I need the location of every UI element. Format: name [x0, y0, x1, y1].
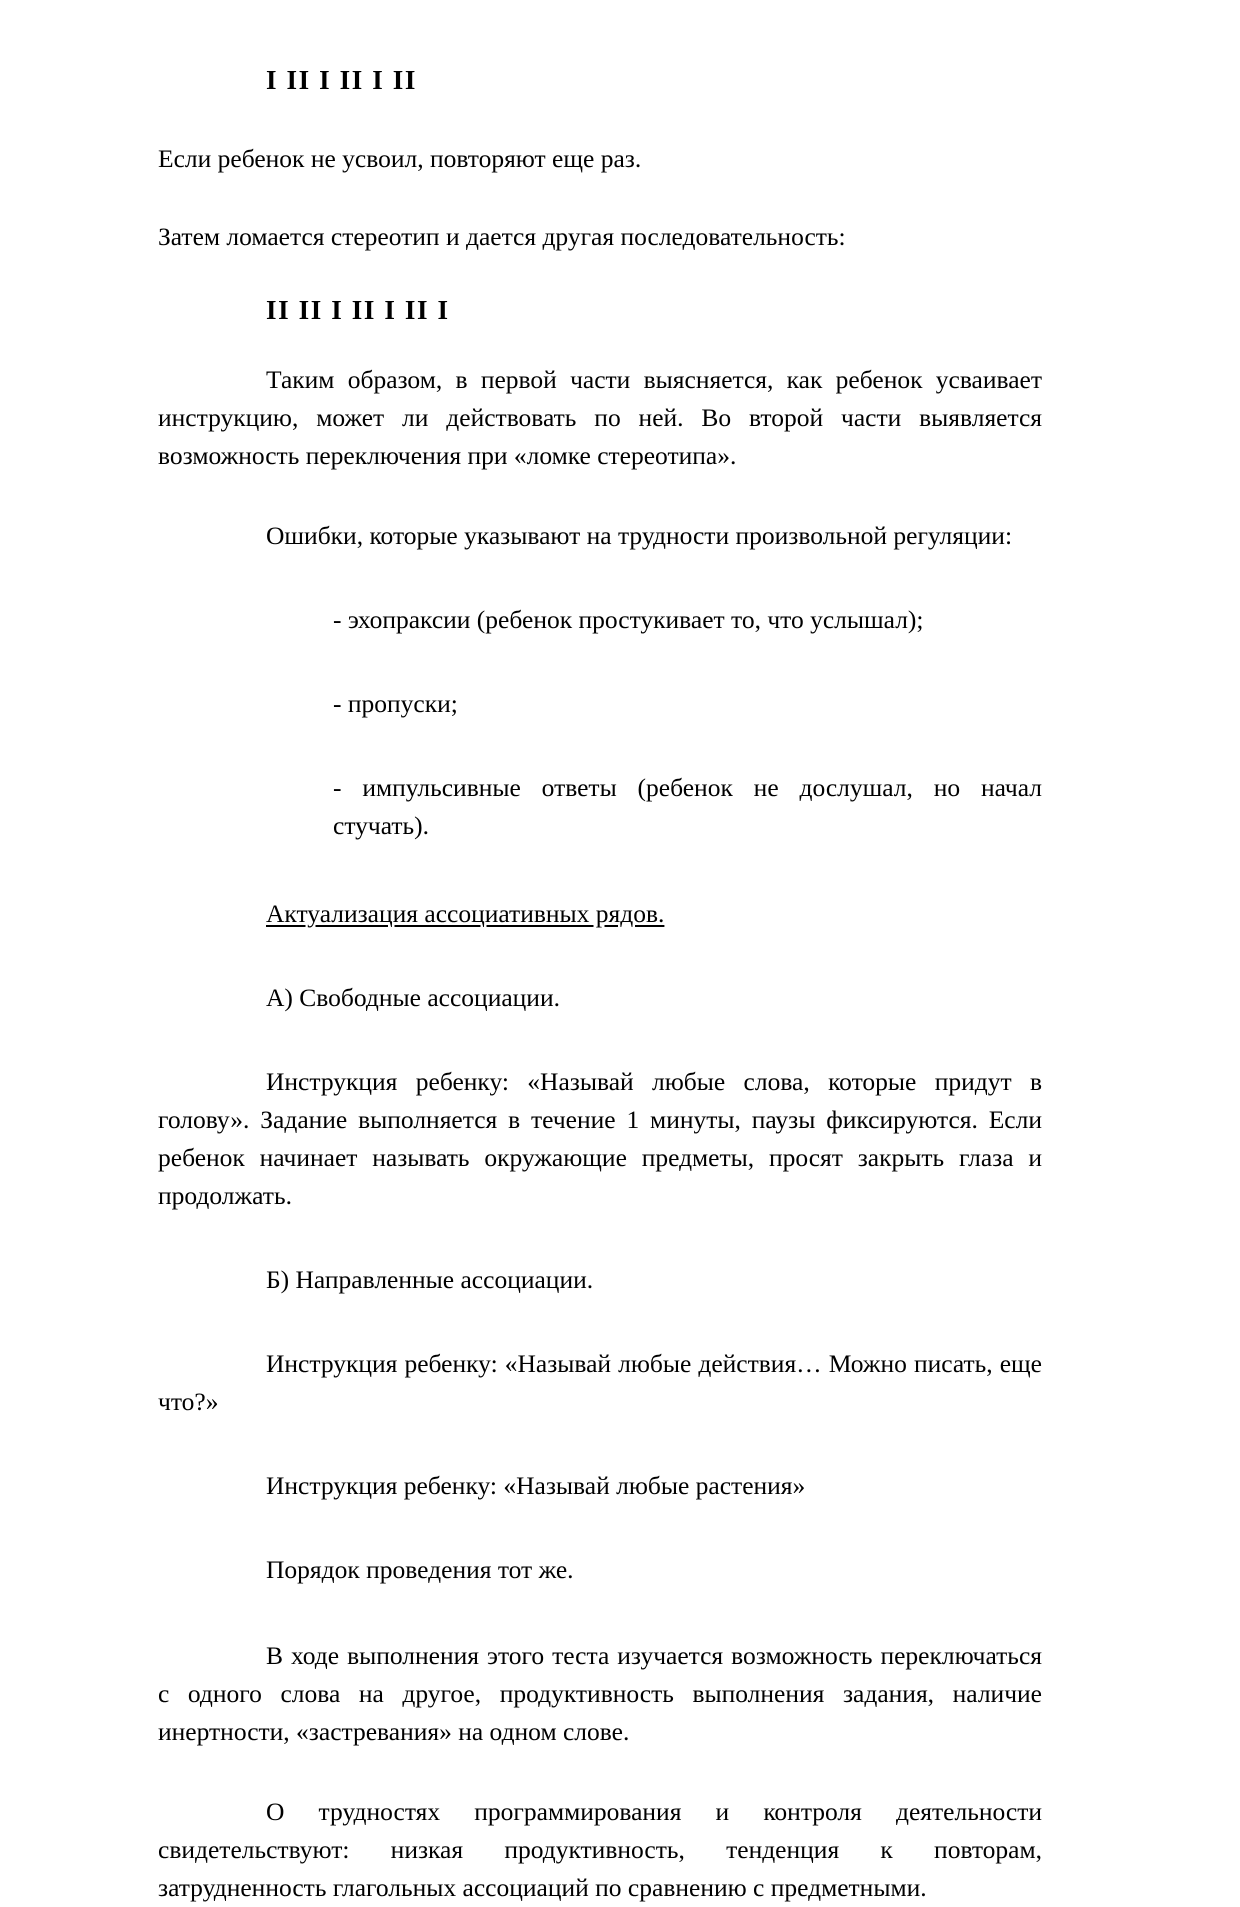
spacer: [158, 555, 1042, 601]
paragraph-errors-intro: Ошибки, которые указывают на трудности произвольной регуляции:: [266, 521, 1013, 551]
paragraph-test-purpose: В ходе выполнения этого теста изучается возможность переключаться с одного слова на другое, продуктивность выполнения задания, наличие инертности, «застревания» на одном слове.: [158, 1641, 1042, 1747]
rhythm-pattern-heading-2: II II I II I II I: [266, 294, 450, 325]
spacer: [158, 1215, 1042, 1261]
spacer: [158, 1589, 1042, 1637]
list-item-omissions: - пропуски;: [333, 689, 458, 719]
paragraph-instruction-actions: Инструкция ребенку: «Называй любые действия… Можно писать, еще что?»: [158, 1349, 1042, 1417]
spacer: [158, 1017, 1042, 1063]
spacer: [158, 256, 1042, 296]
list-item-impulsive-answers: - импульсивные ответы (ребенок не дослушал, но начал стучать).: [333, 773, 1042, 841]
paragraph-same-procedure: Порядок проведения тот же.: [266, 1555, 574, 1585]
document-body: [158, 66, 1042, 1907]
paragraph-instruction-free-words: Инструкция ребенку: «Называй любые слова, которые придут в голову». Задание выполняется в течение 1 минуты, паузы фиксируются. Если ребенок начинает называть окружающие предметы, просят закрыть глаза и продолжать.: [158, 1067, 1042, 1211]
list-item-echopraxia: - эхопраксии (ребенок простукивает то, что услышал);: [333, 605, 924, 635]
spacer: [158, 1751, 1042, 1793]
spacer: [158, 1421, 1042, 1467]
section-heading-underline-text: Актуализация ассоциативных рядов.: [266, 899, 665, 929]
paragraph-repeat-instruction: Если ребенок не усвоил, повторяют еще раз.: [158, 143, 642, 173]
paragraph-programming-control-difficulties: О трудностях программирования и контроля деятельности свидетельствуют: низкая продуктивность, тенденция к повторам, затрудненность глагольных ассоциаций по сравнению с предметными.: [158, 1797, 1042, 1902]
item-a-free-associations: А) Свободные ассоциации.: [266, 983, 560, 1013]
spacer: [158, 933, 1042, 979]
spacer: [158, 845, 1042, 895]
section-heading-associative-rows: [158, 895, 1042, 933]
spacer: [158, 1299, 1042, 1345]
rhythm-pattern-heading-1: I II I II I II: [266, 65, 417, 95]
spacer: [158, 1505, 1042, 1551]
item-b-directed-associations: Б) Направленные ассоциации.: [266, 1265, 594, 1295]
spacer: [158, 723, 1042, 769]
spacer: [158, 475, 1042, 517]
paragraph-instruction-plants: Инструкция ребенку: «Называй любые растения»: [266, 1471, 806, 1501]
spacer: [158, 325, 1042, 361]
spacer: [158, 178, 1042, 218]
paragraph-stereotype-break: Затем ломается стереотип и дается другая последовательность:: [158, 221, 846, 251]
spacer: [158, 96, 1042, 140]
paragraph-summary-two-parts: Таким образом, в первой части выясняется, как ребенок усваивает инструкцию, может ли действовать по ней. Во второй части выявляется возможность переключения при «ломке стереотипа».: [158, 365, 1042, 471]
spacer: [158, 639, 1042, 685]
